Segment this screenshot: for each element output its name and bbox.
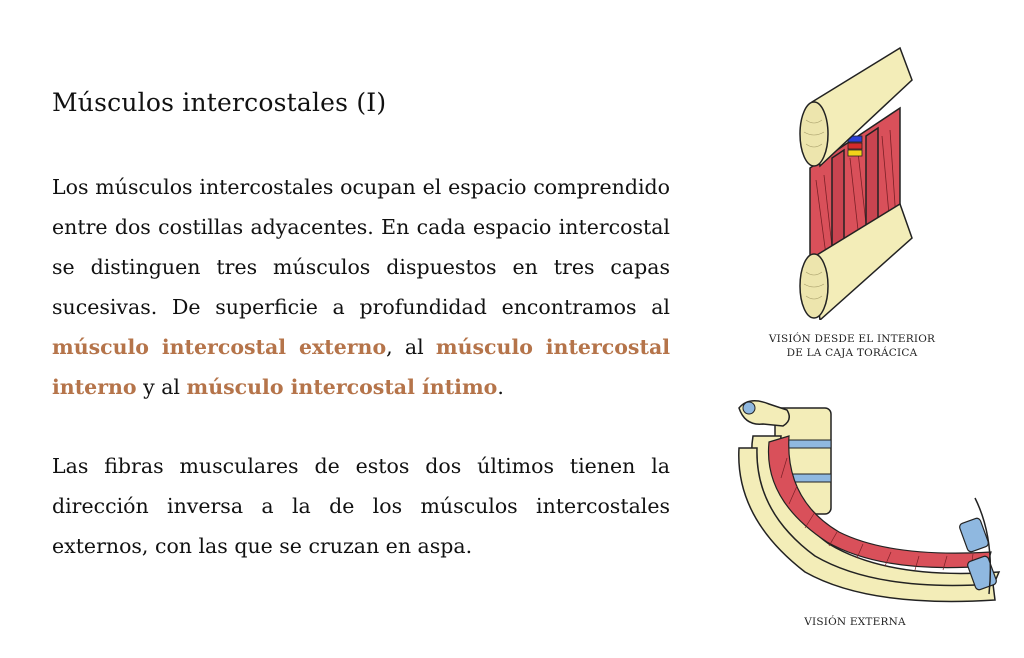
interior-view-caption xyxy=(752,332,952,360)
nerve-marker xyxy=(848,150,862,156)
paragraph-intro-text-2: , al xyxy=(386,335,436,359)
interior-view-illustration xyxy=(790,40,915,320)
lower-rib-section xyxy=(800,254,828,318)
paragraph-fibers: Las fibras musculares de estos dos últimos tienen la dirección inversa a la de los músculos intercostales externos, con las que se cruzan en aspa. xyxy=(52,454,670,558)
external-view-caption: VISIÓN EXTERNA xyxy=(804,616,906,628)
paragraph-intro-text-4: . xyxy=(497,375,504,399)
interior-view-caption-line-1: VISIÓN DESDE EL INTERIOR xyxy=(768,333,936,345)
paragraph-intro-text-3: y al xyxy=(136,375,187,399)
external-view-illustration xyxy=(725,388,1010,608)
term-innermost-intercostal[interactable]: músculo intercostal íntimo xyxy=(186,375,498,399)
interior-view-caption-line-2: DE LA CAJA TORÁCICA xyxy=(786,347,918,359)
paragraph-intro-text-1: Los músculos intercostales ocupan el espacio comprendido entre dos costillas adyacentes. En cada espacio intercostal se distinguen tres músculos dispuestos en tres capas sucesivas. De superficie a profundidad encontramos al xyxy=(52,175,670,319)
page-title: Músculos intercostales (I) xyxy=(52,88,387,117)
paragraph-intro xyxy=(52,167,670,407)
upper-rib-section xyxy=(800,102,828,166)
artery-marker xyxy=(848,143,862,149)
term-internal-intercostal[interactable]: músculo intercostal interno xyxy=(52,335,671,399)
term-external-intercostal[interactable]: músculo intercostal externo xyxy=(52,335,387,359)
